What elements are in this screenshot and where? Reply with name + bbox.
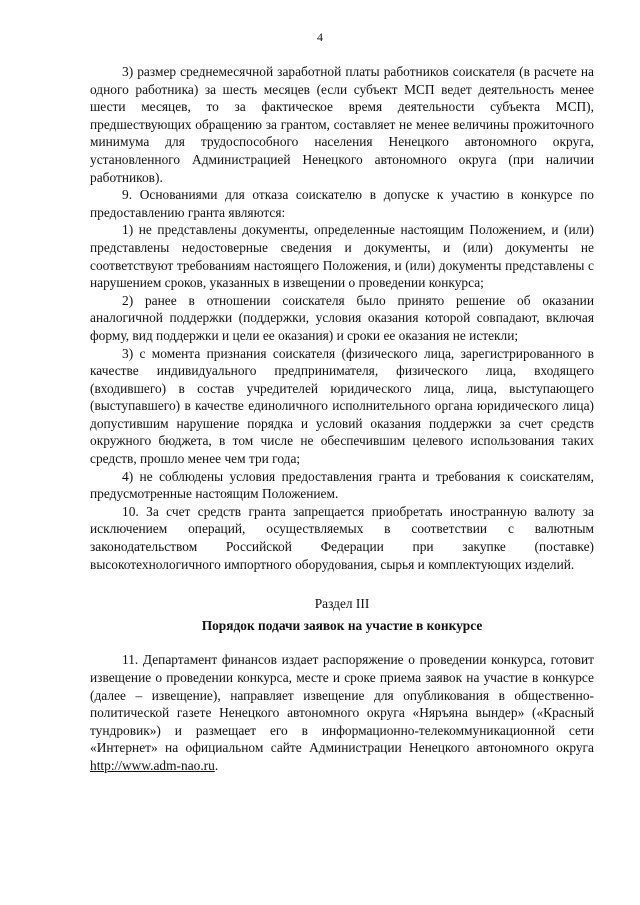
- document-body: [90, 63, 594, 775]
- website-link[interactable]: http://www.adm-nao.ru: [90, 757, 215, 773]
- paragraph-10: 10. За счет средств гранта запрещается приобретать иностранную валюту за исключением операций, осуществляемых в соответствии с валютным законодательством Российской Федерации при закупке (поставке) высокотехнологичного импортного оборудования, сырья и комплектующих изделий.: [90, 503, 594, 572]
- paragraph-9-item-1: 1) не представлены документы, определенные настоящим Положением, и (или) представлены недостоверные сведения и документы, и (или) документы не соответствуют требованиям настоящего Положения, и (или) документы представлены с нарушением сроков, указанных в извещении о проведении конкурса;: [90, 222, 594, 291]
- section-title: Порядок подачи заявок на участие в конкурсе: [201, 617, 483, 633]
- paragraph-8-item-3: 3) размер среднемесячной заработной платы работников соискателя (в расчете на одного работника) за шесть месяцев (если субъект МСП ведет деятельность менее шести месяцев, то за фактическое время деятельности субъекта МСП), предшествующих обращению за грантом, составляет не менее величины прожиточного минимума для трудоспособного населения Ненецкого автономного округа, установленного Администрацией Ненецкого автономного округа (при наличии работников).: [90, 64, 594, 185]
- paragraph-9-item-3: 3) с момента признания соискателя (физического лица, зарегистрированного в качестве индивидуального предпринимателя, физического лица, входящего (входившего) в состав учредителей юридического лица, лица, выступающего (выступавшего) в качестве единоличного исполнительного органа юридического лица) допустившим нарушение порядка и условий оказания поддержки за счет средств окружного бюджета, в том числе не обеспечившим целевого использования таких средств, прошло менее чем три года;: [90, 345, 594, 467]
- paragraph-9: 9. Основаниями для отказа соискателю в допуске к участию в конкурсе по предоставлению гранта являются:: [90, 187, 594, 220]
- paragraph-11-end: .: [214, 757, 219, 773]
- section-label: Раздел III: [314, 596, 370, 612]
- paragraph-11: [90, 651, 594, 774]
- paragraph-9-item-2: 2) ранее в отношении соискателя было принято решение об оказании аналогичной поддержки (поддержки, условия оказания которой совпадают, включая форму, вид поддержки и цели ее оказания) и сроки ее оказания не истекли;: [90, 292, 594, 343]
- paragraph-9-item-4: 4) не соблюдены условия предоставления гранта и требования к соискателям, предусмотренные настоящим Положением.: [90, 468, 594, 502]
- page-number: 4: [317, 30, 323, 44]
- paragraph-11-text: 11. Департамент финансов издает распоряжение о проведении конкурса, готовит извещение о проведении конкурса, месте и сроке приема заявок на участие в конкурсе (далее – извещение), направляет извещение для опубликования в общественно-политической газете Ненецкого автономного округа «Няръяна вындер» («Красный тундровик») и размещает его в информационно-телекоммуникационной сети «Интернет» на официальном сайте Администрации Ненецкого автономного округа: [90, 652, 594, 756]
